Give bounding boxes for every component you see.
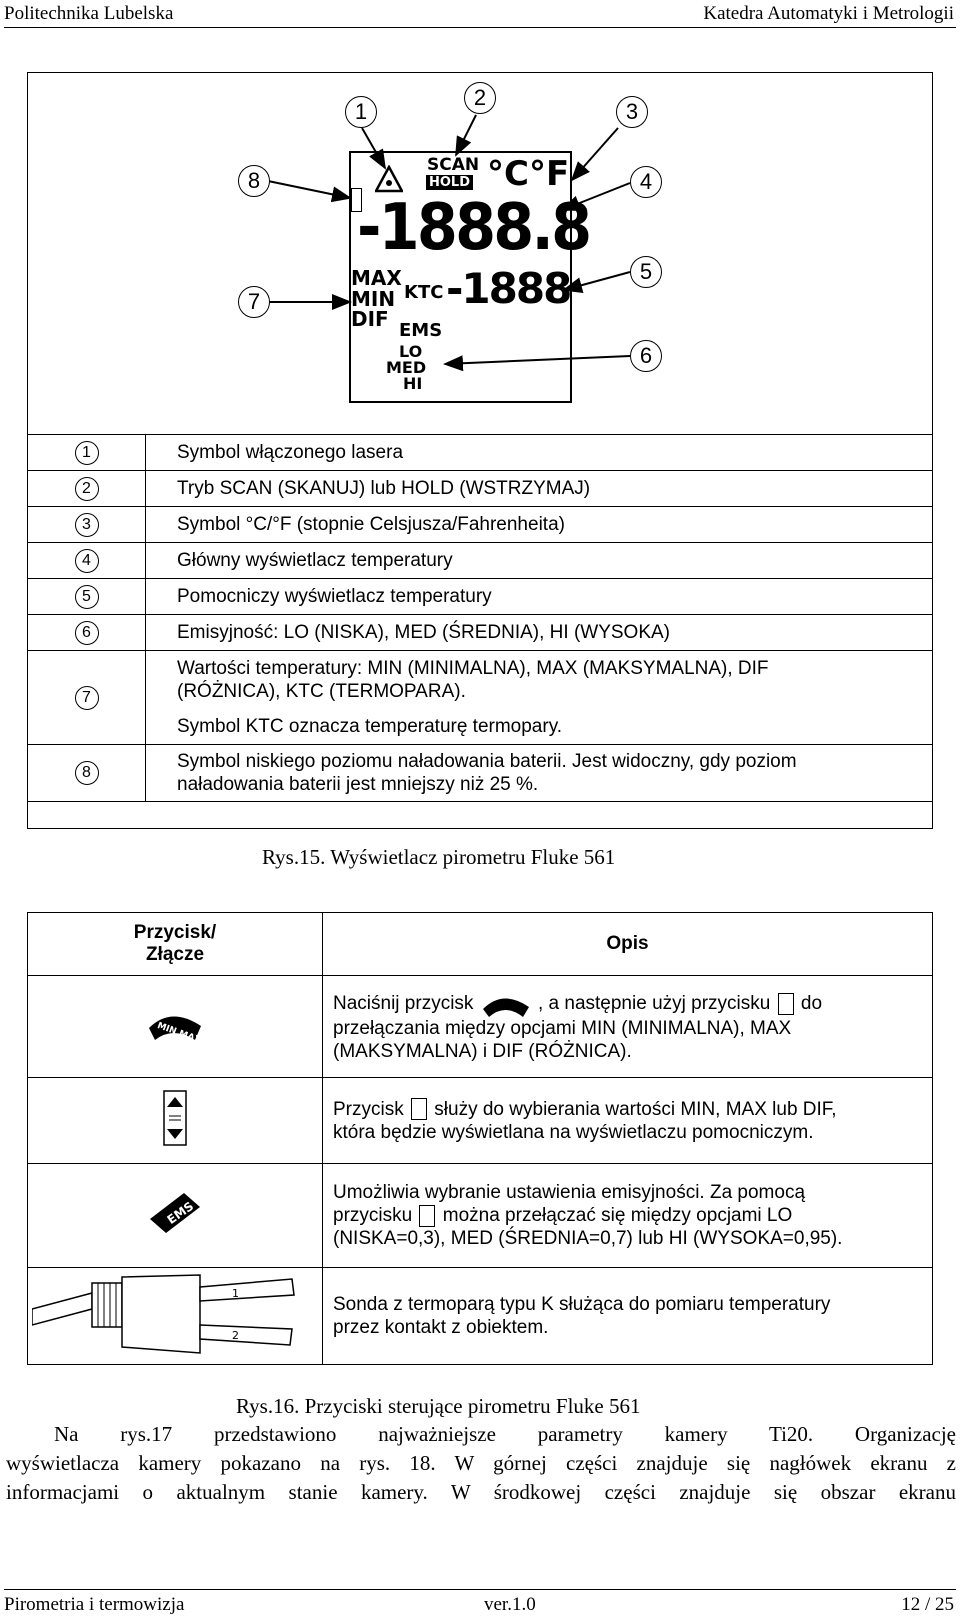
lcd-dif: DIF (351, 307, 389, 331)
lcd-max: MAX (351, 266, 402, 290)
legend-number: 4 (75, 549, 99, 573)
button-row-probe (28, 1268, 933, 1365)
header-department: Katedra Automatyki i Metrologii (703, 3, 954, 24)
callout-1: 1 (345, 96, 377, 128)
header-description-label: Opis (323, 913, 933, 976)
arrow-8 (268, 181, 350, 198)
header-button-label: Przycisk/ (133, 922, 217, 943)
lcd-display (349, 151, 590, 403)
legend-row (28, 543, 933, 579)
lcd-min: MIN (351, 287, 396, 311)
plug-pin-1-label: 1 (232, 1287, 239, 1300)
display-legend-table (27, 434, 933, 802)
footer-page-number: 12 / 25 (901, 1594, 954, 1615)
body-line: Na rys.17 przedstawiono najważniejsze parametry kamery Ti20. Organizację (54, 1422, 956, 1446)
callout-6: 6 (630, 340, 662, 372)
button-row-arrows (28, 1078, 933, 1164)
callout-3: 3 (616, 96, 648, 128)
lcd-med: MED (386, 358, 427, 377)
footer-course: Pirometria i termowizja (4, 1594, 185, 1615)
legend-number: 7 (75, 686, 99, 710)
legend-row (28, 435, 933, 471)
body-paragraph (6, 1420, 956, 1507)
legend-number: 3 (75, 513, 99, 537)
legend-number: 5 (75, 585, 99, 609)
lcd-ems: EMS (399, 320, 443, 341)
minmax-text-c: do (800, 992, 823, 1014)
button-row-minmax (28, 976, 933, 1078)
footer-rule (4, 1589, 956, 1590)
header-connector-label: Złącze (145, 944, 205, 965)
callout-4: 4 (630, 166, 662, 198)
minmax-inline-icon (479, 991, 533, 1017)
minmax-icon-label: MIN MAX (155, 1020, 203, 1044)
legend-text: Tryb SCAN (SKANUJ) lub HOLD (WSTRZYMAJ) (146, 471, 933, 507)
legend-text: Emisyjność: LO (NISKA), MED (ŚREDNIA), HI (WYSOKA) (146, 615, 933, 651)
lcd-hold: HOLD (426, 175, 473, 190)
lcd-hi: HI (403, 374, 423, 393)
lcd-scan: SCAN (427, 155, 480, 175)
legend-text: Wartości temperatury: MIN (MINIMALNA), MAX (MAKSYMALNA), DIF (177, 658, 769, 679)
legend-number: 6 (75, 621, 99, 645)
thermocouple-plug-icon (32, 1269, 318, 1357)
ems-text-b: przycisku (333, 1205, 413, 1226)
legend-text: Główny wyświetlacz temperatury (146, 543, 933, 579)
legend-number: 8 (75, 761, 99, 785)
buttons-table (27, 912, 933, 1365)
plug-pin-2-label: 2 (232, 1329, 239, 1342)
ems-icon-label: EMS (164, 1198, 197, 1227)
minmax-text-d: przełączania między opcjami MIN (MINIMALNA), MAX (333, 1017, 792, 1039)
ems-text-c: można przełączać się między opcjami LO (442, 1205, 793, 1226)
arrow-text-c: która będzie wyświetlana na wyświetlaczu pomocniczym. (333, 1121, 814, 1143)
arrow-3 (572, 128, 618, 180)
arrow-2 (456, 115, 476, 155)
callout-7: 7 (238, 286, 270, 318)
lcd-aux-digits: -1888 (446, 264, 571, 313)
legend-number: 2 (75, 477, 99, 501)
up-down-button-icon (163, 1090, 187, 1146)
legend-row (28, 651, 933, 745)
header-university: Politechnika Lubelska (4, 3, 174, 24)
ems-text-d: (NISKA=0,3), MED (ŚREDNIA=0,7) lub HI (WYSOKA=0,95). (333, 1228, 843, 1249)
legend-text: Symbol KTC oznacza temperaturę termopary. (177, 716, 563, 737)
callout-2: 2 (464, 82, 496, 114)
lcd-units: °C°F (487, 154, 570, 194)
callout-5: 5 (630, 256, 662, 288)
body-line: informacjami o aktualnym stanie kamery. W środkowej części znajduje się obszar ekranu (6, 1480, 956, 1504)
legend-text: Pomocniczy wyświetlacz temperatury (146, 579, 933, 615)
minmax-text-a: Naciśnij przycisk (333, 992, 474, 1014)
minmax-button-icon (143, 1004, 207, 1044)
legend-row (28, 745, 933, 802)
legend-number: 1 (75, 441, 99, 465)
up-down-arrow-icon (419, 1205, 435, 1227)
minmax-text-e: (MAKSYMALNA) i DIF (RÓŻNICA). (333, 1040, 632, 1062)
laser-icon (375, 165, 403, 193)
arrow-5 (564, 272, 630, 290)
legend-text: Symbol °C/°F (stopnie Celsjusza/Fahrenheita) (146, 507, 933, 543)
legend-row (28, 471, 933, 507)
lcd-main-digits: -1888.8 (357, 191, 590, 265)
caption-figure-15: Rys.15. Wyświetlacz pirometru Fluke 561 (262, 845, 616, 869)
probe-text-b: przez kontakt z obiektem. (333, 1317, 549, 1338)
footer-version: ver.1.0 (484, 1594, 536, 1615)
callout-8: 8 (238, 165, 270, 197)
ems-button-icon (146, 1189, 204, 1237)
buttons-header-row (28, 913, 933, 976)
body-line: wyświetlacza kamery pokazano na rys. 18. W górnej części znajduje się nagłówek ekranu z (6, 1451, 956, 1475)
legend-row (28, 615, 933, 651)
legend-row (28, 579, 933, 615)
caption-figure-16: Rys.16. Przyciski sterujące pirometru Fluke 561 (236, 1394, 641, 1418)
minmax-text-b: , a następnie użyj przycisku (537, 992, 771, 1014)
legend-text: Symbol niskiego poziomu naładowania baterii. Jest widoczny, gdy poziom (177, 751, 797, 772)
probe-text-a: Sonda z termoparą typu K służąca do pomiaru temperatury (333, 1294, 831, 1315)
lcd-ktc: KTC (404, 282, 444, 303)
lcd-lo: LO (399, 342, 423, 361)
legend-row (28, 507, 933, 543)
legend-text: (RÓŻNICA), KTC (TERMOPARA). (177, 681, 466, 702)
up-down-arrow-icon (411, 1098, 427, 1120)
legend-text: naładowania baterii jest mniejszy niż 25 %. (177, 774, 539, 795)
arrow-text-b: służy do wybierania wartości MIN, MAX lub DIF, (434, 1098, 837, 1120)
up-down-arrow-icon (778, 993, 794, 1015)
arrow-text-a: Przycisk (333, 1098, 404, 1120)
legend-text: Symbol włączonego lasera (146, 435, 933, 471)
ems-text-a: Umożliwia wybranie ustawienia emisyjności. Za pomocą (333, 1182, 806, 1203)
button-row-ems (28, 1164, 933, 1268)
